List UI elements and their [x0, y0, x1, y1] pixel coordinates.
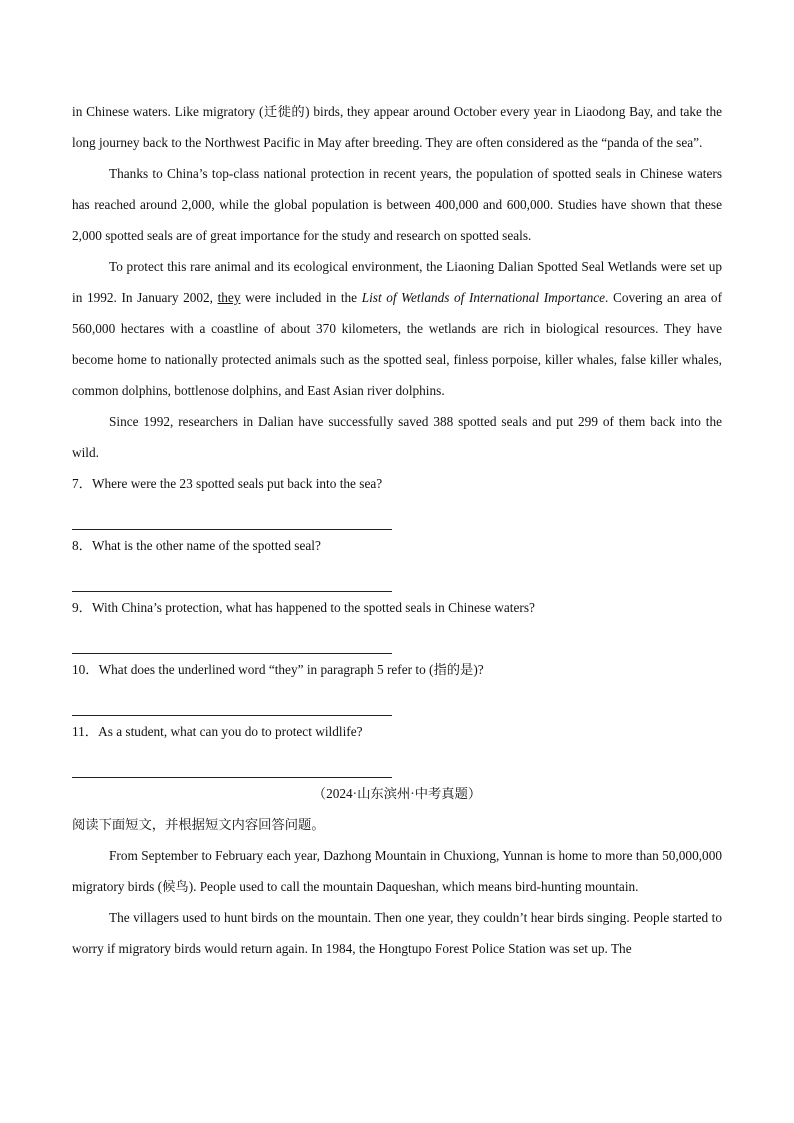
passage1-paragraph-4: Since 1992, researchers in Dalian have successfully saved 388 spotted seals and put 299 of them back into the wild.: [72, 414, 722, 460]
answer-line-9[interactable]: [72, 623, 392, 654]
paragraph-3-text-a: To protect this rare animal and its ecological environment, the Liaoning Dalian Spotted Seal Wetlands were set up in 1992. In January 2002,: [72, 259, 722, 305]
question-10: 10．What does the underlined word “they” in paragraph 5 refer to (指的是)?: [72, 662, 484, 677]
passage1-paragraph-2: Thanks to China’s top-class national protection in recent years, the population of spotted seals in Chinese waters has reached around 2,000, while the global population is between 400,000 and 600,000. Studies have shown that these 2,000 spotted seals are of great importance for the study and research on spotted seals.: [72, 166, 722, 243]
passage1-paragraph-3: [72, 251, 722, 406]
answer-line-11[interactable]: [72, 747, 392, 778]
question-11: 11．As a student, what can you do to protect wildlife?: [72, 724, 363, 739]
answer-line-7[interactable]: [72, 499, 392, 530]
question-8: 8．What is the other name of the spotted seal?: [72, 538, 321, 553]
passage2-paragraph-2: The villagers used to hunt birds on the mountain. Then one year, they couldn’t hear birds singing. People started to worry if migratory birds would return again. In 1984, the Hongtupo Forest Police Station was set up. The: [72, 910, 722, 956]
question-9: 9．With China’s protection, what has happened to the spotted seals in Chinese waters?: [72, 600, 535, 615]
document-content: [72, 96, 722, 964]
passage2-paragraph-1: From September to February each year, Dazhong Mountain in Chuxiong, Yunnan is home to more than 50,000,000 migratory birds (候鸟). People used to call the mountain Daqueshan, which means bird-hunting mountain.: [72, 848, 722, 894]
question-7: 7．Where were the 23 spotted seals put back into the sea?: [72, 476, 383, 491]
paragraph-3-text-b: were included in the: [240, 290, 362, 305]
wetlands-list-title: List of Wetlands of International Importance: [361, 290, 606, 305]
underlined-word-they: they: [217, 290, 241, 305]
paragraph-3-text-c: . Covering an area of 560,000 hectares with a coastline of about 370 kilometers, the wetlands are rich in biological resources. They have become home to nationally protected animals such as the spotted seal, finless porpoise, killer whales, false killer whales, common dolphins, bottlenose dolphins, and East Asian river dolphins.: [72, 290, 722, 398]
answer-line-8[interactable]: [72, 561, 392, 592]
exam-source: （2024·山东滨州·中考真题）: [312, 786, 482, 801]
answer-line-10[interactable]: [72, 685, 392, 716]
passage1-paragraph-1: in Chinese waters. Like migratory (迁徙的) birds, they appear around October every year in Liaodong Bay, and take the long journey back to the Northwest Pacific in May after breeding. They are often considered as the “panda of the sea”.: [72, 104, 722, 150]
reading-instruction: 阅读下面短文，并根据短文内容回答问题。: [72, 817, 325, 832]
